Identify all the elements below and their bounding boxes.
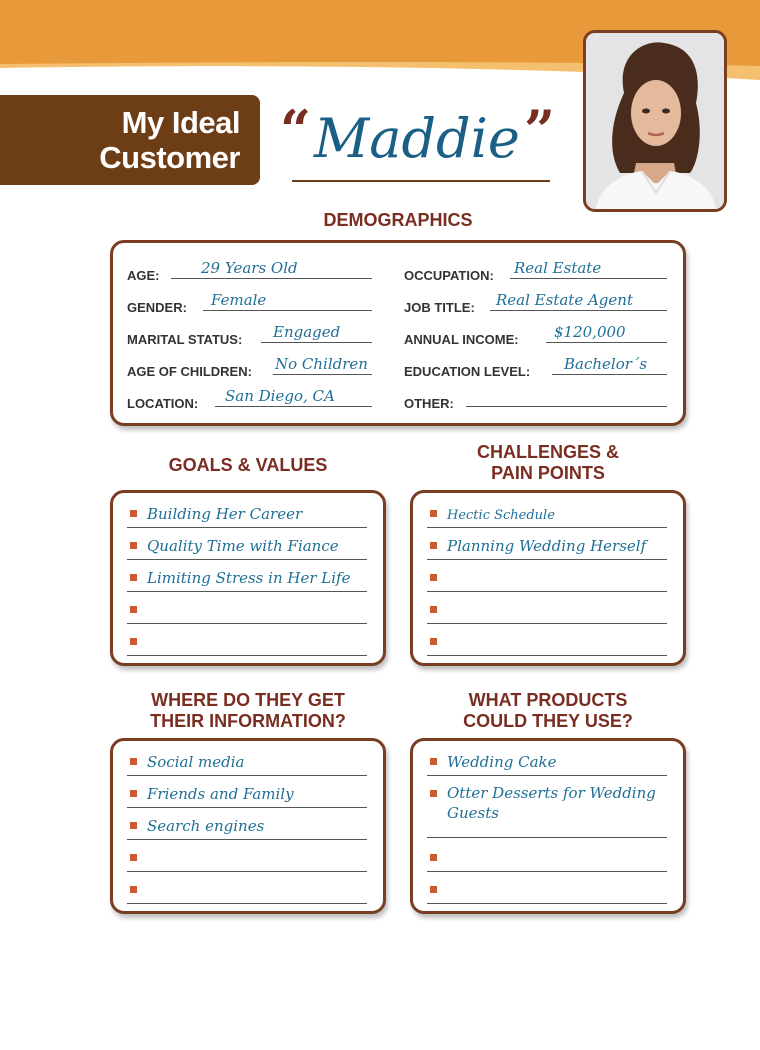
title-line-1: My Ideal [121, 105, 240, 140]
persona-name-area [280, 100, 565, 190]
other-field [404, 387, 667, 411]
list-line [127, 903, 367, 904]
products-heading [410, 690, 686, 732]
list-item [127, 744, 367, 776]
occupation-label: OCCUPATION: [404, 268, 494, 283]
information-heading [110, 690, 386, 732]
bullet [130, 606, 137, 613]
bullet [130, 542, 137, 549]
bullet [430, 574, 437, 581]
list-item [127, 496, 367, 528]
list-item [427, 744, 667, 776]
job-title-field [404, 291, 667, 315]
occupation-field [404, 259, 667, 283]
list-item [127, 528, 367, 560]
close-quote: ” [524, 98, 556, 162]
list-item [127, 840, 367, 872]
persona-photo [583, 30, 727, 212]
list-item [127, 560, 367, 592]
bullet [130, 790, 137, 797]
other-label: OTHER: [404, 396, 454, 411]
name-underline [292, 180, 550, 182]
list-item [127, 592, 367, 624]
income-label: ANNUAL INCOME: [404, 332, 519, 347]
education-line [552, 374, 667, 375]
list-item [427, 872, 667, 904]
gender-value: Female [211, 291, 267, 309]
challenges-card [410, 490, 686, 666]
list-item-text: Search engines [147, 817, 265, 835]
list-item [127, 872, 367, 904]
information-card [110, 738, 386, 914]
challenges-heading-line-1: CHALLENGES & [476, 442, 619, 462]
job-title-label: JOB TITLE: [404, 300, 475, 315]
gender-label: GENDER: [127, 300, 187, 315]
page-title [99, 105, 240, 175]
job-title-line [490, 310, 667, 311]
bullet [130, 574, 137, 581]
list-item [127, 808, 367, 840]
goals-card [110, 490, 386, 666]
age-field [127, 259, 372, 283]
education-field [404, 355, 667, 379]
list-item-text: Otter Desserts for Wedding Guests [447, 784, 656, 822]
title-box [0, 95, 260, 185]
other-line [466, 406, 667, 407]
list-line [427, 903, 667, 904]
income-field [404, 323, 667, 347]
list-item [427, 560, 667, 592]
bullet [430, 638, 437, 645]
children-line [273, 374, 372, 375]
list-item-text: Limiting Stress in Her Life [147, 569, 351, 587]
age-label: AGE: [127, 268, 160, 283]
marital-line [261, 342, 372, 343]
title-line-2: Customer [99, 140, 240, 175]
list-item [427, 496, 667, 528]
bullet [430, 606, 437, 613]
location-field [127, 387, 372, 411]
bullet [430, 510, 437, 517]
list-line [427, 837, 667, 838]
age-value: 29 Years Old [201, 259, 298, 277]
income-value: $120,000 [554, 323, 626, 341]
location-line [215, 406, 372, 407]
information-heading-line-1: WHERE DO THEY GET [151, 690, 345, 710]
products-heading-line-1: WHAT PRODUCTS [468, 690, 628, 710]
bullet [430, 758, 437, 765]
marital-value: Engaged [273, 323, 341, 341]
location-value: San Diego, CA [225, 387, 335, 405]
list-item-text: Social media [147, 753, 245, 771]
occupation-line [510, 278, 667, 279]
education-label: EDUCATION LEVEL: [404, 364, 531, 379]
bullet [130, 886, 137, 893]
bullet [130, 758, 137, 765]
list-item [127, 624, 367, 656]
list-item [427, 624, 667, 656]
gender-field [127, 291, 372, 315]
bullet [430, 886, 437, 893]
bullet [130, 510, 137, 517]
children-value: No Children [275, 355, 368, 373]
persona-name: Maddie [314, 107, 520, 170]
bullet [130, 822, 137, 829]
bullet [430, 542, 437, 549]
challenges-heading-line-2: PAIN POINTS [491, 463, 605, 483]
education-value: Bachelor´s [564, 355, 648, 373]
demographics-heading: DEMOGRAPHICS [323, 210, 473, 230]
marital-label: MARITAL STATUS: [127, 332, 243, 347]
list-item [427, 840, 667, 872]
list-item-text: Friends and Family [147, 785, 294, 803]
bullet [130, 854, 137, 861]
job-title-value: Real Estate Agent [496, 291, 633, 309]
list-item [427, 776, 667, 838]
list-item-text: Quality Time with Fiance [147, 537, 339, 555]
list-item-text: Wedding Cake [447, 753, 557, 771]
goals-heading: GOALS & VALUES [168, 455, 328, 475]
location-label: LOCATION: [127, 396, 199, 411]
marital-field [127, 323, 372, 347]
age-line [171, 278, 372, 279]
bullet [430, 854, 437, 861]
occupation-value: Real Estate [514, 259, 602, 277]
list-item-text: Building Her Career [147, 505, 303, 523]
list-item [427, 528, 667, 560]
challenges-heading [410, 442, 686, 484]
demographics-card [110, 240, 686, 426]
products-card [410, 738, 686, 914]
portrait-image [586, 33, 724, 209]
list-line [427, 655, 667, 656]
list-item [127, 776, 367, 808]
gender-line [203, 310, 372, 311]
open-quote: “ [280, 98, 312, 162]
list-item-text: Hectic Schedule [447, 508, 555, 523]
bullet [430, 790, 437, 797]
list-item [427, 592, 667, 624]
products-heading-line-2: COULD THEY USE? [463, 711, 633, 731]
children-label: AGE OF CHILDREN: [127, 364, 252, 379]
children-field [127, 355, 372, 379]
income-line [546, 342, 667, 343]
bullet [130, 638, 137, 645]
list-line [127, 655, 367, 656]
information-heading-line-2: THEIR INFORMATION? [150, 711, 346, 731]
list-item-text: Planning Wedding Herself [447, 537, 647, 555]
